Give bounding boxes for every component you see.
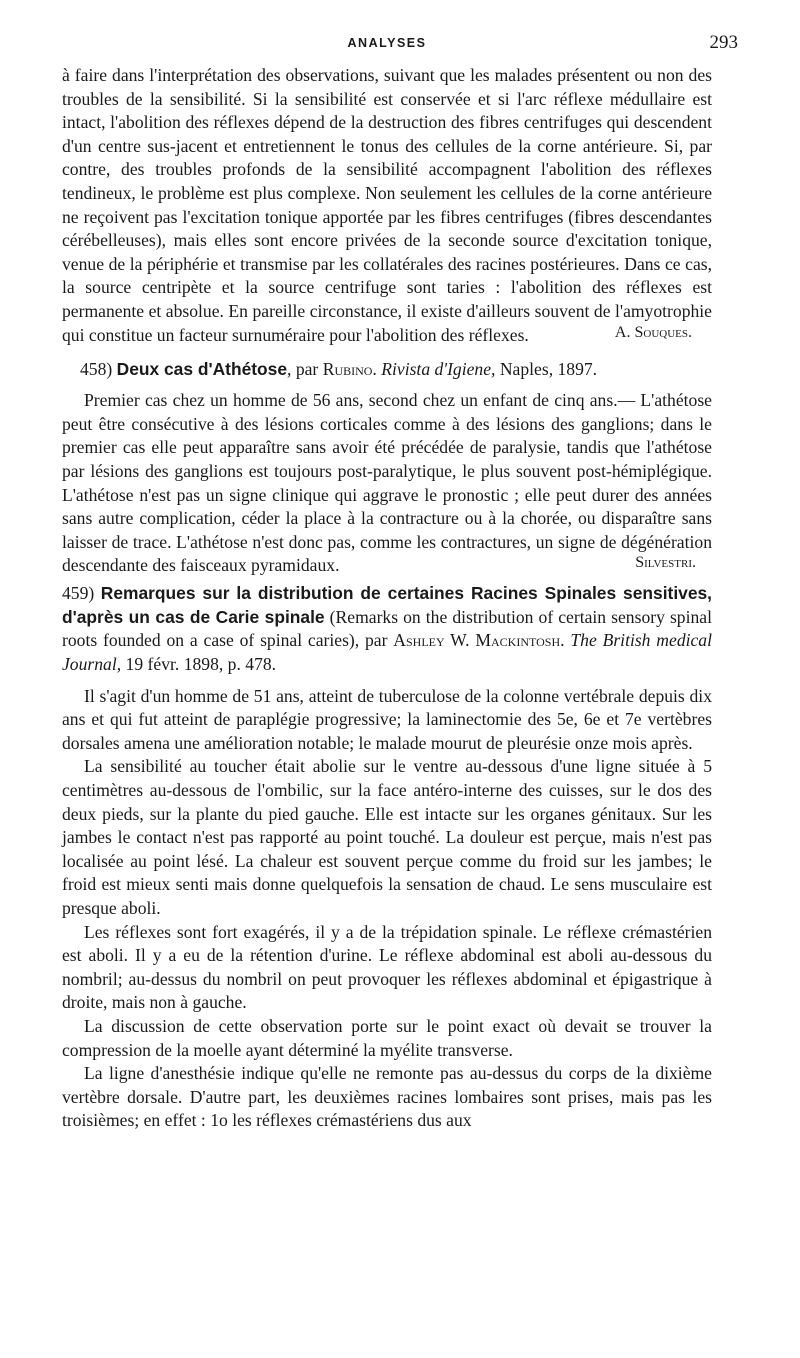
- entry-459-subtitle: (Remarks on the distribution of certain sensory spinal roots founded on a case of spinal caries), par: [62, 606, 712, 651]
- entry-459-heading: [62, 582, 712, 676]
- entry-459-author: Ashley W. Mackintosh.: [393, 630, 565, 651]
- entry-458-body: Premier cas chez un homme de 56 ans, second chez un enfant de cinq ans.— L'athétose peut être consécutive à des lésions corticales comme à des lésions des ganglions; dans le premier cas elle peut apparaître sans avoir été précédée de paralysie, tandis que l'athétose par lésions des ganglions est toujours post-paralytique, le plus souvent post-hémiplégique. L'athétose n'est pas un signe clinique qui aggrave le pronostic ; elle peut durer des années sans autre complication, céder la place à la contracture ou à la chorée, ou disparaître sans laisser de trace. L'athétose n'est donc pas, comme les contractures, un signe de dégénération descendante des faisceaux pyramidaux.: [62, 390, 712, 576]
- entry-458-signature: Silvestri.: [635, 554, 696, 572]
- entry-459-title: Remarques sur la distribution de certaines Racines Spinales sensitives, d'après un cas de Carie spinale: [62, 583, 712, 627]
- entry-459-journal: The British medical Journal,: [62, 630, 712, 675]
- entry-458-heading: [62, 358, 712, 382]
- entry-459-paragraph: Les réflexes sont fort exagérés, il y a de la trépidation spinale. Le réflexe crémastérien est aboli. Il y a eu de la rétention d'urine. Le réflexe abdominal est aboli au-dessous du nombril; au-dessus du nombril on peut provoquer les réflexes abdominal et épigastrique à droite, mais non à gauche.: [62, 921, 712, 1013]
- entry-459: [62, 582, 712, 1133]
- entry-458-place-date: Naples, 1897.: [499, 358, 598, 379]
- entry-459-paragraph: Il s'agit d'un homme de 51 ans, atteint de tuberculose de la colonne vertébrale depuis dix ans et qui fut atteint de paraplégie progressive; la laminectomie des 5e, 6e et 7e vertèbres dorsales amena une amélioration notable; le malade mourut de pleurésie onze mois après.: [62, 685, 712, 753]
- entry-458-number: 458): [80, 358, 113, 379]
- page-number: 293: [709, 32, 738, 53]
- entry-458: [62, 358, 712, 576]
- running-header: [62, 28, 738, 64]
- entry-459-body-block: [62, 685, 712, 1133]
- entry-459-paragraph: La discussion de cette observation porte sur le point exact où devait se trouver la compression de la moelle ayant déterminé la myélite transverse.: [62, 1015, 712, 1060]
- running-title: ANALYSES: [347, 36, 427, 50]
- entry-458-by: , par: [287, 358, 319, 379]
- entry-459-date-page: 19 févr. 1898, p. 478.: [125, 654, 277, 675]
- entry-459-paragraph: La ligne d'anesthésie indique qu'elle ne remonte pas au-dessus du corps de la dixième vertèbre dorsale. D'autre part, les deuxièmes racines lombaires sont prises, mais pas les troisièmes; en effet : 1o les réflexes crémastériens dus aux: [62, 1063, 712, 1131]
- entry-458-author: Rubino.: [322, 358, 377, 379]
- entry-458-journal: Rivista d'Igiene,: [381, 358, 496, 379]
- entry-459-paragraph: La sensibilité au toucher était abolie sur le ventre au-dessous d'une ligne située à 5 centimètres au-dessous de l'ombilic, sur la face antéro-interne des cuisses, sur le dos des deux pieds, sur la plante du pied gauche. Elle est intacte sur les organes génitaux. Sur les jambes le contact n'est pas rapporté au point touché. La douleur est perçue, mais n'est pas localisée au point lésé. La chaleur est souvent perçue comme du froid sur les jambes; le froid est mieux senti mais donne quelquefois la sensation de chaud. Le sens musculaire est presque aboli.: [62, 756, 712, 918]
- entry-459-number: 459): [62, 583, 95, 604]
- intro-paragraph: à faire dans l'interprétation des observations, suivant que les malades présentent ou non des troubles de la sensibilité. Si la sensibilité est conservée et si l'arc réflexe médullaire est intact, l'abolition des réflexes dépend de la destruction des fibres centrifuges qui descendent d'un centre sus-jacent et entretiennent le tonus des cellules de la corne antérieure. Si, par contre, des troubles profonds de la sensibilité accompagnent l'abolition des réflexes tendineux, le problème est plus complexe. Non seulement les cellules de la corne antérieure ne reçoivent pas l'excitation tonique apportée par les fibres centrifuges (fibres descendantes cérébelleuses), mais elles sont encore privées de la seconde source d'excitation tonique, venue de la périphérie et transmise par les collatérales des racines postérieures. Dans ce cas, la source centripète et la source centrifuge sont taries : l'abolition des réflexes est permanente et absolue. En pareille circonstance, il existe d'ailleurs souvent de l'amyotrophie qui constitue un facteur surnuméraire pour l'abolition des réflexes.: [62, 65, 712, 345]
- entry-458-body-block: [62, 389, 712, 576]
- entry-458-title: Deux cas d'Athétose: [116, 358, 288, 379]
- intro-continuation: [62, 64, 712, 345]
- intro-signature: A. Souques.: [614, 323, 692, 341]
